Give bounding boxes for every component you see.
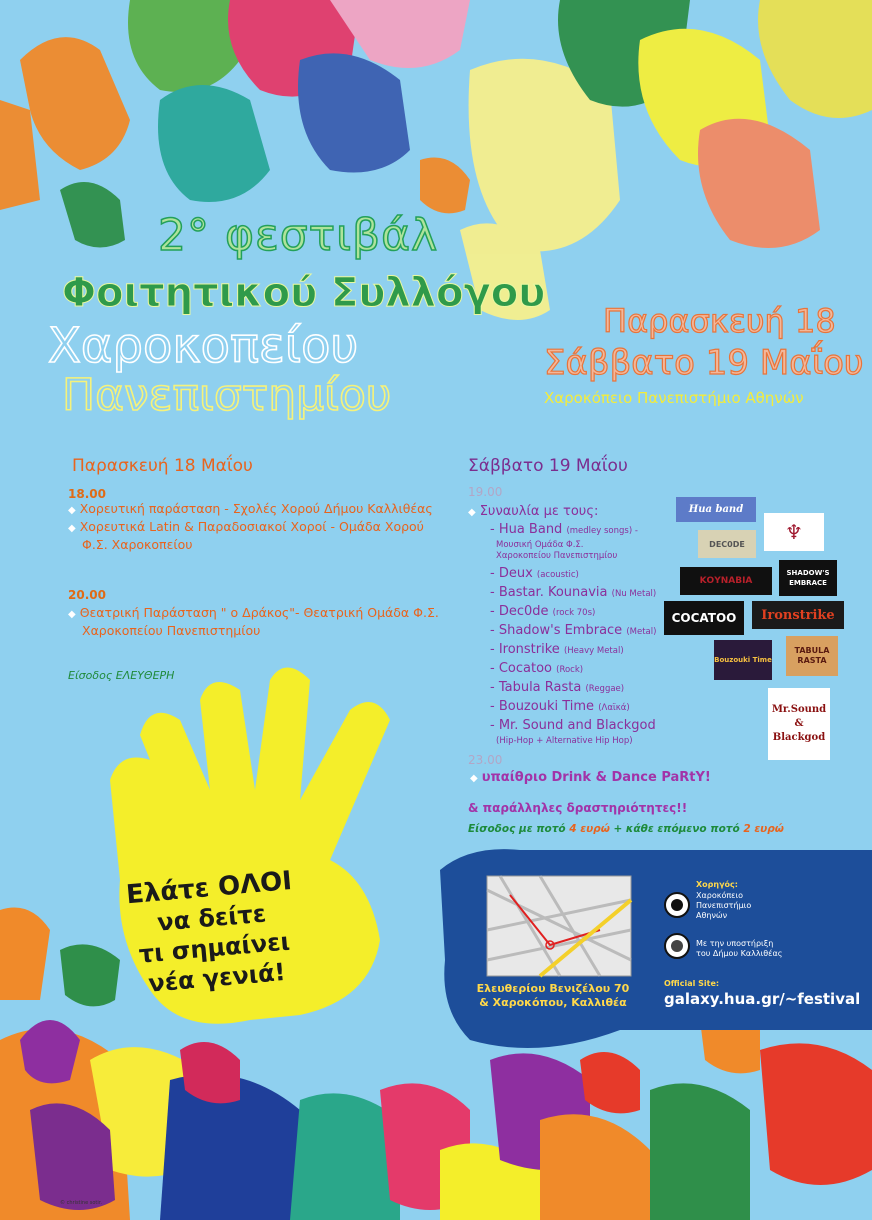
parallel-activities: & παράλληλες δραστηριότητες!! bbox=[468, 801, 688, 815]
band-name: - Bouzouki Time bbox=[490, 699, 595, 714]
party-text: υπαίθριο Drink & Dance PaRtY! bbox=[481, 770, 711, 785]
band-genre: (Heavy Metal) bbox=[563, 646, 624, 656]
friday-heading: Παρασκευή 18 Μαΐου bbox=[72, 456, 253, 476]
friday-item bbox=[68, 518, 424, 538]
band-item bbox=[468, 679, 656, 698]
band-name: - Bastar. Kounavia bbox=[490, 585, 608, 600]
band-item bbox=[468, 584, 656, 603]
band-genre: (Rock) bbox=[556, 665, 584, 675]
band-item bbox=[468, 622, 656, 641]
entry-price: 2 ευρώ bbox=[743, 823, 784, 835]
band-sub: Μουσική Ομάδα Φ.Σ. bbox=[496, 540, 584, 550]
entry-text: + κάθε επόμενο ποτό bbox=[609, 823, 744, 835]
venue: Χαροκόπειο Πανεπιστήμιο Αθηνών bbox=[544, 389, 804, 407]
saturday-time-2300: 23.00 bbox=[468, 753, 503, 767]
band-name: - Shadow's Embrace bbox=[490, 623, 623, 638]
title-panepistimiou: Πανεπιστημίου bbox=[62, 370, 392, 421]
band-item bbox=[468, 698, 656, 717]
saturday-time-1900: 19.00 bbox=[468, 485, 503, 499]
band-sub: (Hip-Hop + Alternative Hip Hop) bbox=[496, 736, 633, 746]
band-genre: (rock 70s) bbox=[552, 608, 596, 618]
band-item bbox=[468, 521, 656, 540]
friday-item-text: Χορευτικά Latin & Παραδοσιακοί Χοροί - Ομάδα Χορού bbox=[79, 519, 424, 534]
band-name: - Deux bbox=[490, 566, 533, 581]
slogan bbox=[113, 865, 313, 1001]
band-item bbox=[468, 717, 656, 736]
official-site-link[interactable]: galaxy.hua.gr/~festival bbox=[664, 990, 861, 1008]
band-genre: (Metal) bbox=[626, 627, 657, 637]
band-emblem-logo: ♆ bbox=[764, 513, 824, 551]
mr-sound-blackgod-logo: Mr.Sound & Blackgod bbox=[768, 688, 830, 760]
band-item bbox=[468, 641, 656, 660]
title-xarokopeiou: Χαροκοπείου bbox=[48, 318, 359, 374]
band-name: - Hua Band bbox=[490, 522, 563, 537]
band-sub: Χαροκοπείου Πανεπιστημίου bbox=[496, 551, 618, 561]
band-name: - Cocatoo bbox=[490, 661, 552, 676]
bullet-icon: ◆ bbox=[468, 507, 476, 518]
bullet-icon: ◆ bbox=[470, 773, 478, 784]
cocatoo-logo: COCATOO bbox=[664, 601, 744, 635]
saturday-heading: Σάββατο 19 Μαΐου bbox=[468, 456, 628, 476]
band-genre: (Reggae) bbox=[585, 684, 625, 694]
shadows-embrace-logo: SHADOW'S EMBRACE bbox=[779, 560, 837, 596]
band-genre: (medley songs) - bbox=[566, 526, 638, 536]
band-name: - Mr. Sound and Blackgod bbox=[490, 718, 656, 733]
saturday-entry bbox=[468, 823, 784, 835]
entry-text: Είσοδος με ποτό bbox=[468, 823, 570, 835]
copyright: © christine sotir. bbox=[60, 1200, 102, 1206]
concert-label-text: Συναυλία με τους: bbox=[479, 504, 599, 519]
slogan-line: Ελάτε ΟΛΟΙ bbox=[124, 865, 294, 911]
support-line: του Δήμου Καλλιθέας bbox=[696, 949, 783, 958]
band-name: - Ironstrike bbox=[490, 642, 560, 657]
bullet-icon: ◆ bbox=[68, 609, 76, 620]
sponsor-label: Χορηγός: bbox=[696, 880, 738, 889]
bullet-icon: ◆ bbox=[68, 523, 76, 534]
date-saturday: Σάββατο 19 Μαΐου bbox=[544, 343, 864, 383]
band-genre: (acoustic) bbox=[536, 570, 579, 580]
tabula-rasta-logo: TABULA RASTA bbox=[786, 636, 838, 676]
friday-time-2000: 20.00 bbox=[68, 588, 106, 602]
address bbox=[475, 982, 631, 1010]
band-name: - Tabula Rasta bbox=[490, 680, 582, 695]
sponsor-line: Χαροκόπειο bbox=[696, 891, 744, 900]
entry-price: 4 ευρώ bbox=[569, 823, 610, 835]
band-item bbox=[468, 565, 656, 584]
band-genre: (Λαϊκά) bbox=[598, 703, 630, 713]
friday-item-cont: Χαροκοπείου Πανεπιστημίου bbox=[82, 623, 261, 638]
friday-item-cont: Φ.Σ. Χαροκοπείου bbox=[82, 537, 193, 552]
dec0de-logo: DEC0DE bbox=[698, 530, 756, 558]
band-item bbox=[468, 660, 656, 679]
concert-label bbox=[468, 503, 656, 521]
location-map bbox=[487, 876, 631, 976]
friday-entry: Είσοδος ΕΛΕΥΘΕΡΗ bbox=[68, 669, 175, 682]
address-line: & Χαροκόπου, Καλλιθέα bbox=[479, 996, 627, 1009]
bullet-icon: ◆ bbox=[68, 505, 76, 516]
band-genre: (Nu Metal) bbox=[611, 589, 657, 599]
friday-item-text: Χορευτική παράσταση - Σχολές Χορού Δήμου Καλλιθέας bbox=[79, 501, 433, 516]
title-festival: 2° φεστιβάλ bbox=[158, 210, 439, 261]
support-line: Με την υποστήριξη bbox=[696, 939, 774, 948]
band-name: - Dec0de bbox=[490, 604, 549, 619]
hua-band-logo: Hua band bbox=[676, 497, 756, 522]
sponsor-name bbox=[696, 891, 751, 921]
ironstrike-logo: Ironstrike bbox=[752, 601, 844, 629]
slogan-line: να δείτε bbox=[156, 899, 268, 937]
date-friday: Παρασκευή 18 bbox=[603, 302, 836, 340]
party bbox=[470, 770, 711, 785]
support bbox=[696, 939, 782, 959]
band-list bbox=[468, 503, 656, 747]
site-label: Official Site: bbox=[664, 979, 720, 988]
slogan-line: νέα γενιά! bbox=[147, 957, 287, 998]
title-syllogou: Φοιτητικού Συλλόγου bbox=[62, 270, 546, 316]
address-line: Ελευθερίου Βενιζέλου 70 bbox=[476, 982, 630, 995]
bouzouki-time-logo: Bouzouki Time bbox=[714, 640, 772, 680]
friday-item-text: Θεατρική Παράσταση " ο Δράκος"- Θεατρική Ομάδα Φ.Σ. bbox=[79, 605, 439, 620]
sponsor-line: Πανεπιστήμιο bbox=[696, 901, 752, 910]
kounavia-logo: ΚΟΥΝΑΒΙΑ bbox=[680, 567, 772, 595]
friday-item bbox=[68, 604, 439, 624]
slogan-line: τι σημαίνει bbox=[137, 927, 291, 969]
friday-time-1800: 18.00 bbox=[68, 487, 106, 501]
friday-item bbox=[68, 500, 433, 520]
band-item bbox=[468, 603, 656, 622]
sponsor-line: Αθηνών bbox=[696, 911, 728, 920]
